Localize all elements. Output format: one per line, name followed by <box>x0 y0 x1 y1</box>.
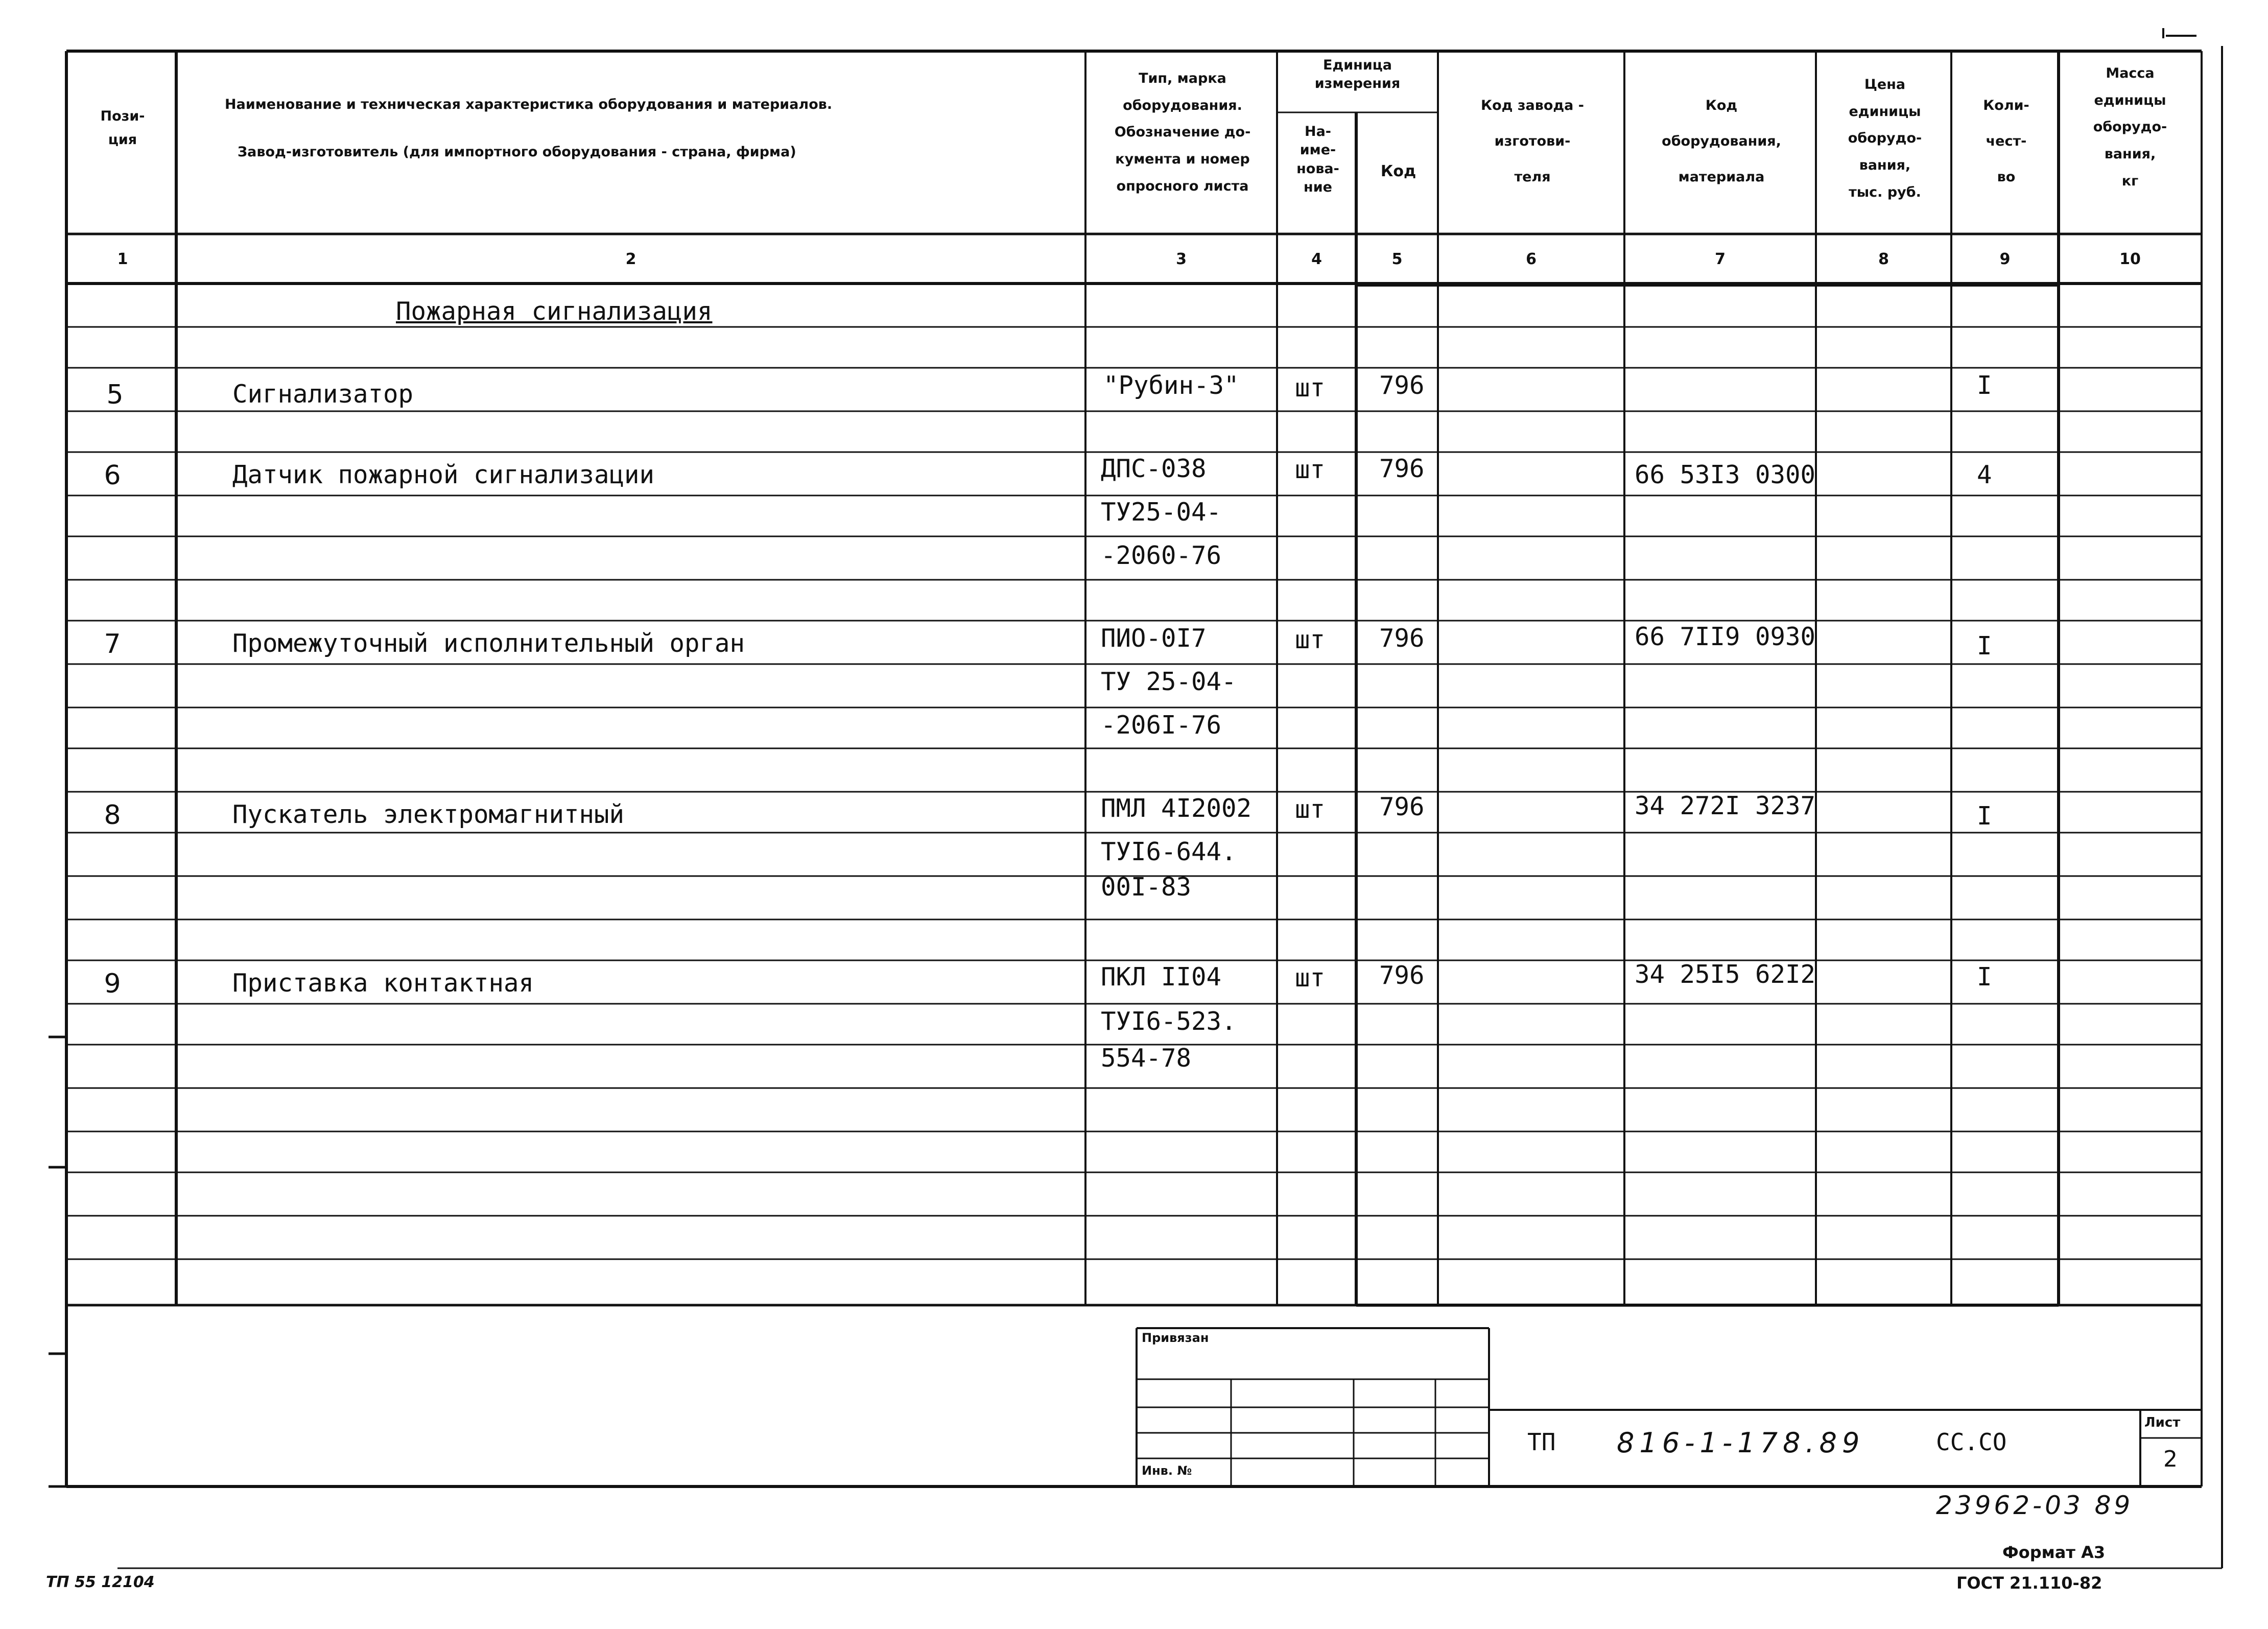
stamp-privyazan: Привязан <box>1142 1331 1209 1345</box>
header-unit-name: На- име- нова- ние <box>1296 124 1339 196</box>
header-price: Цена единицы оборудо- вания, тыс. руб. <box>1848 77 1922 200</box>
item-type: -2060-76 <box>1101 541 1222 570</box>
item-type: ТУI6-644. <box>1101 837 1237 866</box>
item-quantity: I <box>1977 371 1992 400</box>
item-name: Приставка контактная <box>232 969 534 998</box>
item-type: 00I-83 <box>1101 872 1192 902</box>
header-plant-code: Код завода - изготови- теля <box>1481 98 1584 185</box>
item-type: ПИО-0I7 <box>1101 624 1207 653</box>
item-unit: шт <box>1295 455 1326 484</box>
header-quantity: Коли- чест- во <box>1983 98 2029 185</box>
handwritten-archive-number: 23962-03 89 <box>1936 1491 2134 1520</box>
item-unit-code: 796 <box>1379 961 1425 990</box>
item-unit-code: 796 <box>1379 454 1425 483</box>
header-equipment-code: Код оборудования, материала <box>1662 98 1781 185</box>
item-type: ТУ 25-04- <box>1101 667 1237 696</box>
header-mass: Масса единицы оборудо- вания, кг <box>2093 65 2167 189</box>
item-position: 6 <box>104 460 121 491</box>
col-number-10: 10 <box>2119 250 2141 268</box>
header-type: Тип, марка оборудования. Обозначение до- кумента и номер опросного листа <box>1114 70 1251 194</box>
stamp-inv-no: Инв. № <box>1142 1463 1192 1478</box>
doc-number: 816-1-178.89 <box>1617 1427 1865 1459</box>
col-number-5: 5 <box>1391 250 1403 268</box>
item-type: ПКЛ II04 <box>1101 962 1222 991</box>
header-position: Пози- ция <box>100 108 145 148</box>
item-type: ДПС-038 <box>1101 454 1207 483</box>
item-quantity: I <box>1977 631 1992 660</box>
item-equipment-code: 34 25I5 62I2 <box>1635 960 1816 989</box>
col-number-6: 6 <box>1526 250 1537 268</box>
col-number-8: 8 <box>1878 250 1889 268</box>
sheet-label: Лист <box>2144 1415 2181 1430</box>
item-unit-code: 796 <box>1379 624 1425 653</box>
header-name-line1: Наименование и техническая характеристика оборудования и материалов. <box>225 97 833 112</box>
header-unit: Единица измерения <box>1314 57 1401 92</box>
item-quantity: I <box>1977 962 1992 991</box>
col-number-9: 9 <box>1999 250 2011 268</box>
item-unit-code: 796 <box>1379 371 1425 400</box>
item-type: 554-78 <box>1101 1044 1192 1073</box>
item-name: Промежуточный исполнительный орган <box>232 629 745 658</box>
item-position: 9 <box>104 969 121 999</box>
item-unit: шт <box>1295 373 1326 403</box>
item-type: ПМЛ 4I2002 <box>1101 794 1252 823</box>
item-type: ТУ25-04- <box>1101 498 1222 527</box>
doc-suffix: СС.СО <box>1936 1428 2007 1456</box>
section-title: Пожарная сигнализация <box>396 297 713 326</box>
col-number-3: 3 <box>1176 250 1187 268</box>
header-name-line2: Завод-изготовитель (для импортного оборудования - страна, фирма) <box>238 144 796 160</box>
item-quantity: I <box>1977 801 1992 831</box>
item-equipment-code: 34 272I 3237 <box>1635 791 1816 820</box>
item-position: 8 <box>104 800 121 831</box>
item-type: "Рубин-3" <box>1103 371 1239 400</box>
item-quantity: 4 <box>1977 460 1992 489</box>
item-equipment-code: 66 53I3 0300 <box>1635 460 1816 489</box>
doc-prefix: ТП <box>1527 1428 1556 1456</box>
item-unit-code: 796 <box>1379 792 1425 821</box>
item-position: 7 <box>104 629 121 659</box>
sheet-number: 2 <box>2163 1446 2178 1472</box>
col-number-2: 2 <box>625 250 636 268</box>
item-type: ТУI6-523. <box>1101 1007 1237 1036</box>
item-name: Датчик пожарной сигнализации <box>232 460 655 489</box>
left-code: ТП 55 12104 <box>46 1573 155 1591</box>
item-type: -206I-76 <box>1101 711 1222 740</box>
format-label: Формат А3 <box>2002 1543 2106 1562</box>
item-name: Сигнализатор <box>232 380 414 409</box>
col-number-7: 7 <box>1715 250 1726 268</box>
item-name: Пускатель электромагнитный <box>232 800 625 829</box>
item-unit: шт <box>1295 625 1326 654</box>
item-unit: шт <box>1295 963 1326 993</box>
gost-label: ГОСТ 21.110-82 <box>1956 1573 2102 1593</box>
header-unit-code: Код <box>1380 162 1416 180</box>
item-position: 5 <box>106 380 124 410</box>
item-equipment-code: 66 7II9 0930 <box>1635 622 1816 651</box>
col-number-4: 4 <box>1311 250 1322 268</box>
item-unit: шт <box>1295 795 1326 824</box>
col-number-1: 1 <box>117 250 128 268</box>
